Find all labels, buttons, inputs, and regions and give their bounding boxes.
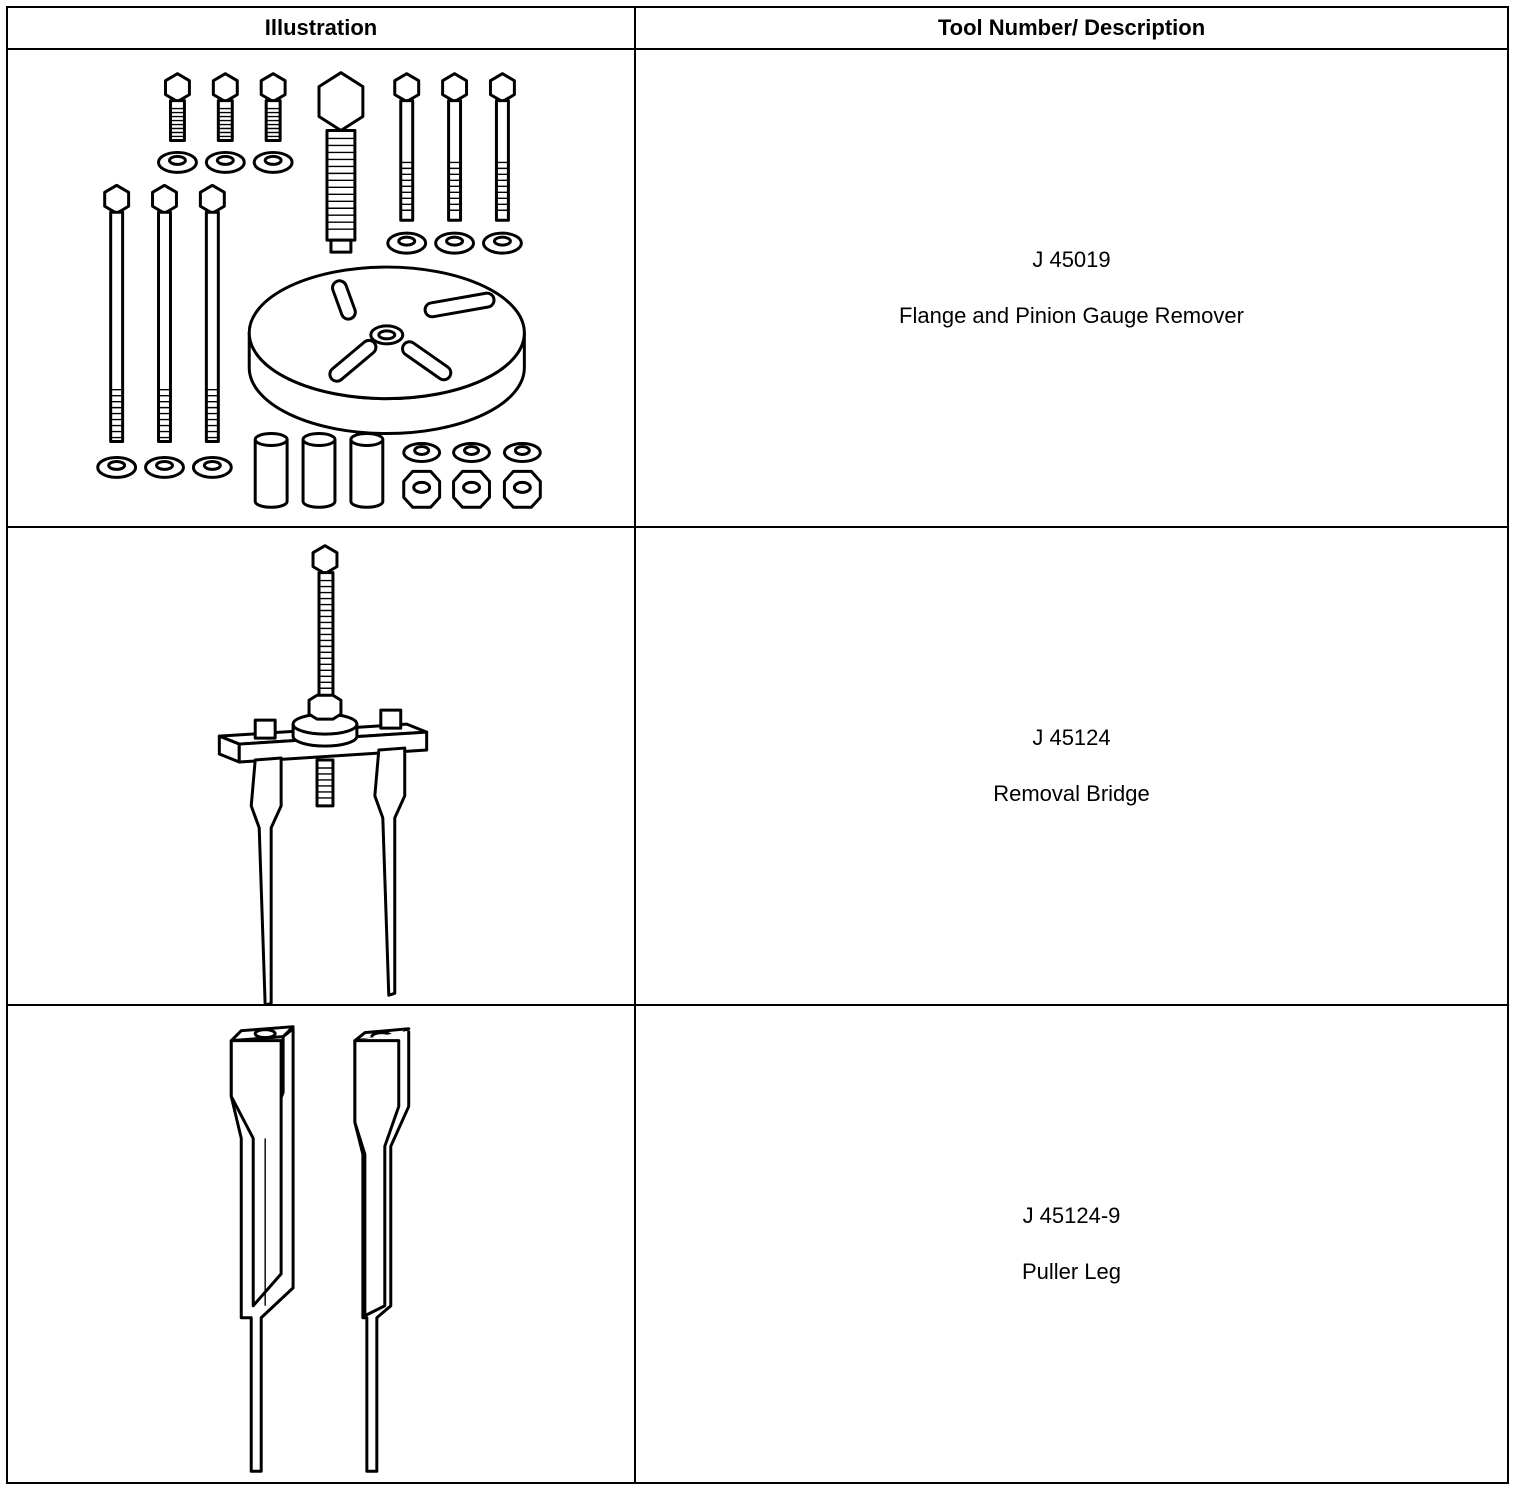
table-row (7, 49, 1508, 527)
tool-description: Removal Bridge (993, 781, 1150, 806)
illustration-cell (7, 1005, 635, 1483)
flange-pinion-gauge-remover-kit-icon (8, 50, 634, 526)
remover-plate-icon (249, 267, 524, 433)
nut-icon (404, 444, 541, 508)
tool-description: Flange and Pinion Gauge Remover (899, 303, 1244, 328)
tool-number: J 45124 (1032, 725, 1111, 750)
description-cell (635, 1005, 1508, 1483)
removal-bridge-icon (8, 528, 634, 1004)
header-description: Tool Number/ Description (635, 7, 1508, 49)
description-cell (635, 527, 1508, 1005)
tool-number: J 45124-9 (1022, 1203, 1121, 1228)
tool-description: Puller Leg (1021, 1259, 1122, 1284)
spacer-icon (255, 434, 383, 508)
table-row (7, 1005, 1508, 1483)
tool-number: J 45019 (1032, 247, 1111, 272)
forcing-screw-icon (319, 73, 363, 252)
puller-leg-icon (8, 1006, 634, 1482)
medium-bolt-icon (395, 74, 515, 221)
description-cell (635, 49, 1508, 527)
header-row (7, 7, 1508, 49)
special-tools-table (6, 6, 1509, 1484)
table-row (7, 527, 1508, 1005)
illustration-cell (7, 49, 635, 527)
long-bolt-icon (105, 185, 225, 441)
short-bolt-icon (165, 74, 189, 141)
washer-icon (159, 152, 293, 172)
header-illustration: Illustration (7, 7, 635, 49)
illustration-cell (7, 527, 635, 1005)
